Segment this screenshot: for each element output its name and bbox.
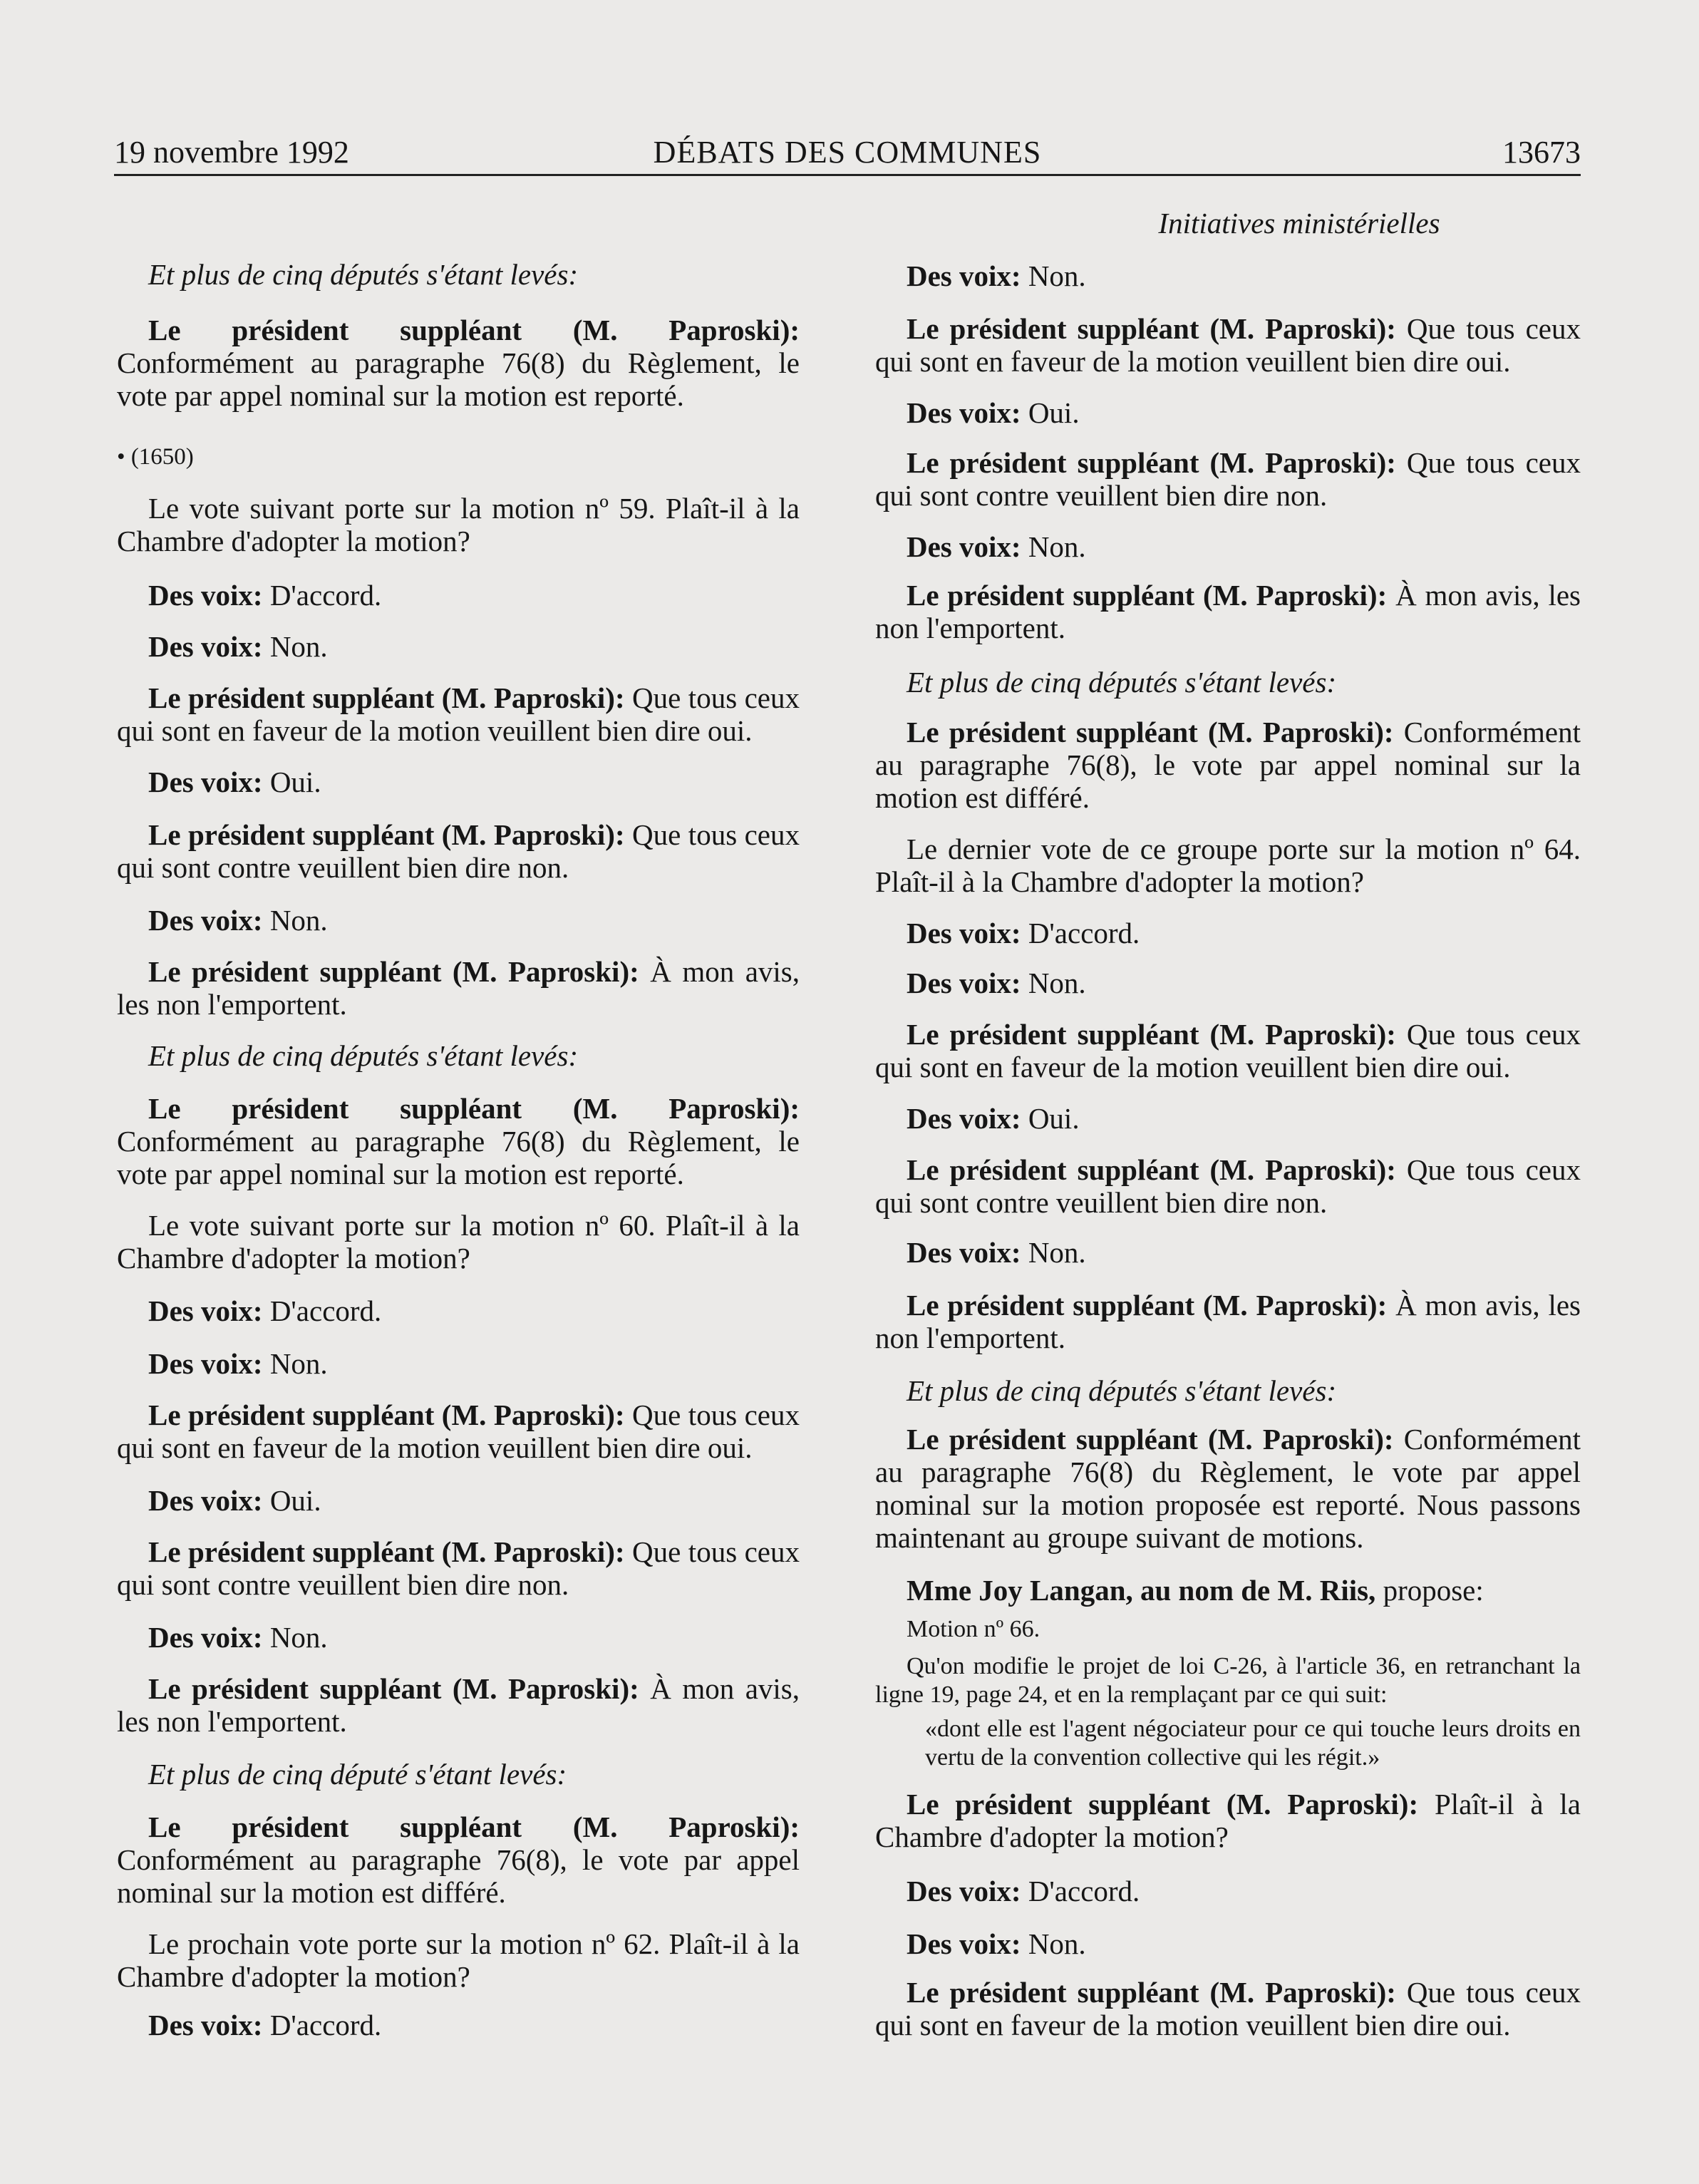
paragraph: Des voix: D'accord. xyxy=(907,1875,1140,1907)
paragraph: Le dernier vote de ce groupe porte sur la motion nº 64. Plaît-il à la Chambre d'adopter la motion? xyxy=(875,833,1581,898)
paragraph: Mme Joy Langan, au nom de M. Riis, propose: xyxy=(907,1574,1484,1607)
speaker: Le président suppléant (M. Paproski): xyxy=(148,1535,625,1568)
speaker: Des voix: xyxy=(907,1875,1021,1907)
paragraph: Le président suppléant (M. Paproski): Plaît-il à la Chambre d'adopter la motion? xyxy=(875,1788,1581,1853)
speaker: Des voix: xyxy=(907,396,1021,429)
speaker: Des voix: xyxy=(907,967,1021,999)
paragraph: Le président suppléant (M. Paproski): Que tous ceux qui sont contre veuillent bien dire non. xyxy=(875,1153,1581,1219)
paragraph: Le président suppléant (M. Paproski): À mon avis, les non l'emportent. xyxy=(875,1289,1581,1354)
paragraph: Et plus de cinq députés s'étant levés: xyxy=(148,258,579,291)
paragraph: Des voix: Oui. xyxy=(148,766,321,798)
speaker: Le président suppléant (M. Paproski): xyxy=(907,1289,1388,1322)
paragraph: Le président suppléant (M. Paproski): Que tous ceux qui sont contre veuillent bien dire non. xyxy=(117,1535,800,1601)
speaker: Le président suppléant (M. Paproski): xyxy=(148,681,625,714)
header-page-number: 13673 xyxy=(1502,135,1581,170)
paragraph: Des voix: Non. xyxy=(907,1236,1086,1269)
paragraph: Le président suppléant (M. Paproski): À mon avis, les non l'emportent. xyxy=(117,1672,800,1738)
paragraph: Des voix: Non. xyxy=(907,1927,1086,1960)
speaker: Des voix: xyxy=(148,579,263,612)
speaker: Le président suppléant (M. Paproski): xyxy=(148,818,625,851)
paragraph: Le président suppléant (M. Paproski): Que tous ceux qui sont en faveur de la motion veuillent bien dire oui. xyxy=(117,1399,800,1464)
speaker: Des voix: xyxy=(148,2009,263,2041)
speaker: Le président suppléant (M. Paproski): xyxy=(148,1810,800,1843)
speaker: Des voix: xyxy=(148,766,263,798)
speaker: Des voix: xyxy=(907,530,1021,563)
paragraph: Des voix: Oui. xyxy=(907,1102,1080,1135)
paragraph: Et plus de cinq député s'étant levés: xyxy=(148,1758,567,1791)
paragraph: Le président suppléant (M. Paproski): Que tous ceux qui sont contre veuillent bien dire non. xyxy=(117,818,800,884)
paragraph: Des voix: Non. xyxy=(148,630,328,663)
paragraph: Des voix: Non. xyxy=(907,530,1086,563)
speaker: Le président suppléant (M. Paproski): xyxy=(907,1788,1419,1820)
time-marker: • (1650) xyxy=(117,441,800,473)
speaker: Le président suppléant (M. Paproski): xyxy=(907,579,1388,612)
paragraph: Des voix: Non. xyxy=(148,1621,328,1654)
paragraph: Des voix: D'accord. xyxy=(148,1294,382,1327)
paragraph: Le président suppléant (M. Paproski): À mon avis, les non l'emportent. xyxy=(875,579,1581,644)
speaker: Le président suppléant (M. Paproski): xyxy=(907,716,1394,748)
amendment-quote: «dont elle est l'agent négociateur pour ce qui touche leurs droits en vertu de la convention collective qui les régit.» xyxy=(925,1716,1581,1771)
speaker: Le président suppléant (M. Paproski): xyxy=(148,1672,639,1705)
paragraph: Le vote suivant porte sur la motion nº 60. Plaît-il à la Chambre d'adopter la motion? xyxy=(117,1209,800,1274)
paragraph: Des voix: Oui. xyxy=(907,396,1080,429)
speaker: Des voix: xyxy=(148,904,263,937)
speaker: Des voix: xyxy=(148,1294,263,1327)
section-title: Initiatives ministérielles xyxy=(1158,207,1440,239)
paragraph: Le président suppléant (M. Paproski): Que tous ceux qui sont en faveur de la motion veuillent bien dire oui. xyxy=(875,1976,1581,2041)
speaker: Le président suppléant (M. Paproski): xyxy=(148,1092,800,1125)
header-date: 19 novembre 1992 xyxy=(114,135,349,170)
speaker: Le président suppléant (M. Paproski): xyxy=(148,1399,625,1431)
paragraph: Et plus de cinq députés s'étant levés: xyxy=(907,666,1337,699)
paragraph: Le président suppléant (M. Paproski): Conformément au paragraphe 76(8), le vote par appel nominal sur la motion est différé. xyxy=(875,716,1581,814)
paragraph: Et plus de cinq députés s'étant levés: xyxy=(148,1039,579,1072)
speaker: Le président suppléant (M. Paproski): xyxy=(907,312,1396,345)
header-title: DÉBATS DES COMMUNES xyxy=(653,135,1042,170)
paragraph: Des voix: Non. xyxy=(148,1347,328,1380)
paragraph: Le président suppléant (M. Paproski): À mon avis, les non l'emportent. xyxy=(117,955,800,1021)
paragraph: Des voix: D'accord. xyxy=(148,579,382,612)
paragraph: Le président suppléant (M. Paproski): Conformément au paragraphe 76(8), le vote par appel nominal sur la motion est différé. xyxy=(117,1810,800,1909)
speaker: Le président suppléant (M. Paproski): xyxy=(907,1153,1396,1186)
speaker: Des voix: xyxy=(907,1102,1021,1135)
paragraph: Le prochain vote porte sur la motion nº 62. Plaît-il à la Chambre d'adopter la motion? xyxy=(117,1927,800,1993)
speaker: Le président suppléant (M. Paproski): xyxy=(907,1018,1396,1051)
motion-number: Motion nº 66. xyxy=(907,1616,1040,1642)
paragraph: Des voix: D'accord. xyxy=(148,2009,382,2041)
speaker: Des voix: xyxy=(907,1236,1021,1269)
speaker: Mme Joy Langan, au nom de M. Riis, xyxy=(907,1574,1376,1607)
paragraph: Des voix: D'accord. xyxy=(907,917,1140,949)
speaker: Des voix: xyxy=(907,259,1021,292)
paragraph: Le président suppléant (M. Paproski): Conformément au paragraphe 76(8) du Règlement, le vote par appel nominal sur la motion est reporté. xyxy=(117,314,800,412)
paragraph: Des voix: Oui. xyxy=(148,1484,321,1517)
speaker: Des voix: xyxy=(148,1621,263,1654)
paragraph: Le président suppléant (M. Paproski): Conformément au paragraphe 76(8) du Règlement, le vote par appel nominal sur la motion est reporté. xyxy=(117,1092,800,1190)
paragraph: Des voix: Non. xyxy=(907,967,1086,999)
speaker: Des voix: xyxy=(907,917,1021,949)
speaker: Le président suppléant (M. Paproski): xyxy=(907,1423,1394,1456)
paragraph: Des voix: Non. xyxy=(148,904,328,937)
amendment-text: Qu'on modifie le projet de loi C-26, à l'article 36, en retranchant la ligne 19, page 24, et en la remplaçant par ce qui suit: xyxy=(875,1653,1581,1708)
speaker: Le président suppléant (M. Paproski): xyxy=(907,1976,1396,2009)
paragraph: Des voix: Non. xyxy=(907,259,1086,292)
speaker: Le président suppléant (M. Paproski): xyxy=(907,446,1396,479)
paragraph: Le président suppléant (M. Paproski): Que tous ceux qui sont contre veuillent bien dire non. xyxy=(875,446,1581,512)
speaker: Le président suppléant (M. Paproski): xyxy=(148,955,639,988)
paragraph: Le président suppléant (M. Paproski): Que tous ceux qui sont en faveur de la motion veuillent bien dire oui. xyxy=(875,1018,1581,1083)
speaker: Des voix: xyxy=(907,1927,1021,1960)
paragraph: Le président suppléant (M. Paproski): Conformément au paragraphe 76(8) du Règlement, le vote par appel nominal sur la motion proposée est reporté. Nous passons maintenant au groupe suivant de motions. xyxy=(875,1423,1581,1554)
paragraph: Le président suppléant (M. Paproski): Que tous ceux qui sont en faveur de la motion veuillent bien dire oui. xyxy=(117,681,800,747)
paragraph: Et plus de cinq députés s'étant levés: xyxy=(907,1374,1337,1407)
page-header xyxy=(114,130,1581,176)
speaker: Des voix: xyxy=(148,630,263,663)
speaker: Le président suppléant (M. Paproski): xyxy=(148,314,800,346)
speaker: Des voix: xyxy=(148,1484,263,1517)
paragraph: Le président suppléant (M. Paproski): Que tous ceux qui sont en faveur de la motion veuillent bien dire oui. xyxy=(875,312,1581,378)
speaker: Des voix: xyxy=(148,1347,263,1380)
paragraph: Le vote suivant porte sur la motion nº 59. Plaît-il à la Chambre d'adopter la motion? xyxy=(117,492,800,557)
